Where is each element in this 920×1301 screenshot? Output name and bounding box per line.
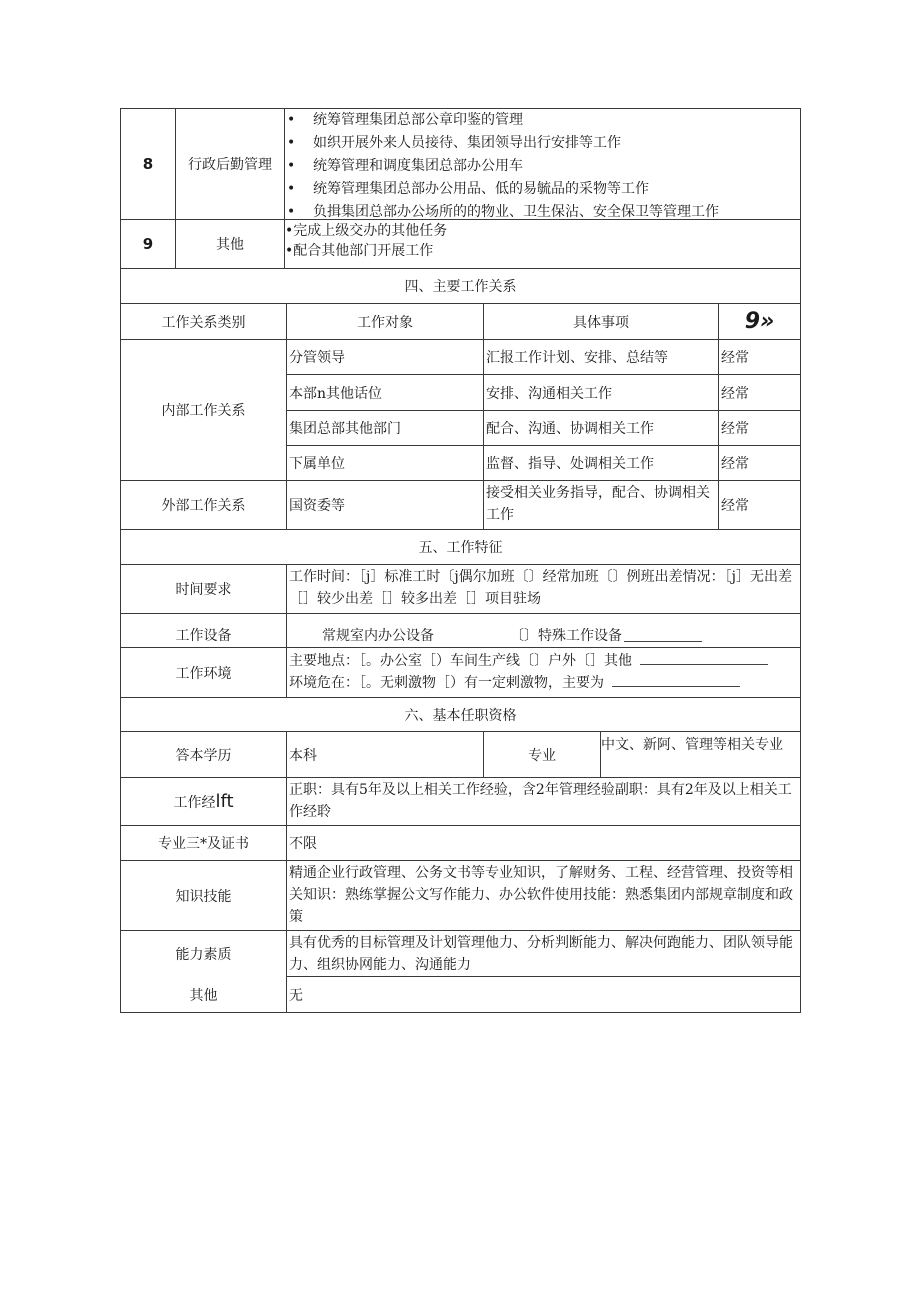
bullet-icon: • <box>287 181 296 197</box>
header-relation-type: 工作关系类别 <box>161 314 246 331</box>
table-cell-freq: 经常 <box>721 385 749 402</box>
list-item: • 如织开展外来人员接待、集团领导出行安排等工作 <box>285 132 800 155</box>
table-cell-freq: 经常 <box>721 350 749 366</box>
duty-list-8 <box>285 109 800 219</box>
bullet-icon: • <box>287 112 296 128</box>
list-item: • 负揖集团总部办公场所的的物业、卫生保沾、安全保卫等管理工作 <box>285 201 800 219</box>
table-cell-target: 集团总部其他部门 <box>289 421 401 437</box>
environment-hazard: 环境危在：［。无刺激物［）有一定剌激物，主要为 <box>289 672 798 694</box>
experience-label: 工作经 lft <box>173 791 234 812</box>
header-frequency: 9» <box>744 309 775 334</box>
education-label: 答本学历 <box>175 747 232 764</box>
list-item: • 统筹管理集团总部办公用品、低的易毓品的采物等工作 <box>285 178 800 201</box>
table-cell-target: 分管领导 <box>289 350 345 366</box>
list-item: • 统筹管理集团总部公章印鉴的管理 <box>285 109 800 132</box>
environment-location: 主要地点：［。办公室［）车间生产线〔〕户外〔］其他 <box>289 650 798 672</box>
table-cell-matter: 安排、沟通相关工作 <box>486 385 612 402</box>
ability-label: 能力素质 <box>175 946 232 963</box>
certificate-value: 不限 <box>289 836 317 852</box>
blank-field <box>624 627 702 642</box>
external-relations-label: 外部工作关系 <box>161 498 246 514</box>
dept-name-other: 其他 <box>216 237 244 253</box>
experience-value: 正职：具有5年及以上相关工作经验，含2年管理经验副职：具有2年及以上相关工作经聆 <box>289 782 792 820</box>
time-requirement-label: 时间要求 <box>175 582 232 598</box>
bullet-icon: • <box>287 204 296 219</box>
table-cell-freq: 经常 <box>721 421 749 437</box>
table-cell-matter: 接受相关业务指导，配合、协调相关工作 <box>486 485 710 523</box>
environment-value <box>287 648 800 697</box>
table-cell-matter: 配合、沟通、协调相关工作 <box>486 421 654 437</box>
ability-value: 具有优秀的目标管理及计划管理他力、分析判断能力、解决何跑能力、团队领导能力、组织协网能力、沟通能力 <box>289 935 793 973</box>
table-cell-target: 国资委等 <box>289 498 345 514</box>
row-number-8: 8 <box>142 155 154 173</box>
table-cell-freq: 经常 <box>721 456 749 472</box>
environment-label: 工作环境 <box>175 665 232 682</box>
equipment-label: 工作设备 <box>175 627 232 644</box>
bullet-icon: • <box>287 158 296 174</box>
table-cell-target: 本部n其他话位 <box>289 385 383 402</box>
education-value: 本科 <box>289 747 317 764</box>
table-cell-freq: 经常 <box>721 498 749 514</box>
other-value: 无 <box>289 987 303 1004</box>
dept-name-admin-logistics: 行政后勤管理 <box>188 157 272 173</box>
row-number-9: 9 <box>142 235 154 253</box>
other-label: 其他 <box>189 987 218 1004</box>
header-matter: 具体事项 <box>573 314 629 331</box>
blank-field <box>640 650 768 665</box>
blank-field <box>612 672 740 687</box>
row-line <box>120 1012 801 1013</box>
equipment-value <box>287 614 800 647</box>
section-title-relations: 四、主要工作关系 <box>404 279 517 295</box>
bullet-icon: • <box>287 135 296 151</box>
table-cell-target: 下属单位 <box>289 456 345 472</box>
section-title-features: 五、工作特征 <box>418 540 503 556</box>
table-border-right <box>800 108 801 1013</box>
certificate-label: 专业三*及证书 <box>158 836 249 852</box>
section-title-qualifications: 六、基本任职资格 <box>404 707 517 724</box>
skills-label: 知识技能 <box>175 888 232 905</box>
skills-value: 精通企业行政管理、公务文书等专业知识，了解财务、工程、经营管理、投资等相关知识：熟练掌握公文写作能力、办公软件使用技能：熟悉集团内部规章制度和政策 <box>289 865 793 925</box>
internal-relations-label: 内部工作关系 <box>161 403 246 419</box>
time-requirement-value: 工作时间：［j］标准工时〔j偶尔加班〔〕经常加班〔〕例班出差情况：［j］无出差［］较少出差［］较多出差［］项目驻场 <box>289 569 793 607</box>
equipment-standard: 常规室内办公设备 <box>322 627 434 644</box>
header-target: 工作对象 <box>357 314 413 331</box>
table-cell-matter: 监督、指导、处调相关工作 <box>486 456 654 472</box>
list-item: •完成上级交办的其他任务 <box>285 223 448 239</box>
major-value: 中文、新阿、管理等相关专业 <box>601 737 783 753</box>
list-item: •配合其他部门开展工作 <box>285 243 434 259</box>
major-label: 专业 <box>528 747 556 764</box>
table-cell-matter: 汇报工作计划、安排、总结等 <box>486 350 668 366</box>
list-item: • 统筹管理和调度集团总部办公用车 <box>285 155 800 178</box>
equipment-special: 〔〕特殊工作设备 <box>510 627 622 644</box>
duty-list-9 <box>285 220 800 268</box>
